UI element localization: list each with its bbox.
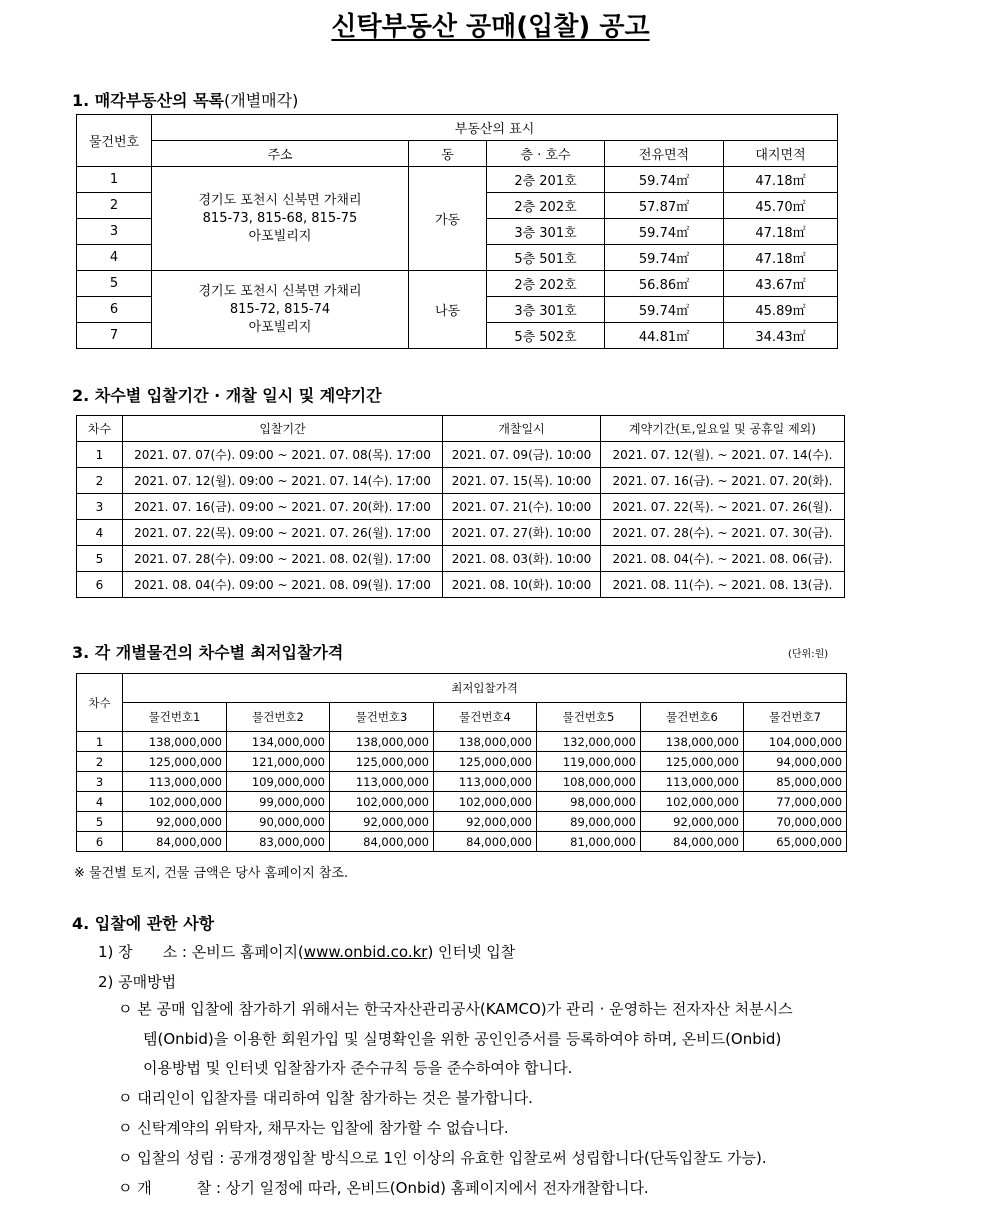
round-cell: 3	[77, 494, 123, 520]
round-cell: 5	[77, 812, 123, 832]
price-cell: 84,000,000	[330, 832, 434, 852]
section1-heading: 1. 매각부동산의 목록(개별매각)	[72, 91, 299, 110]
item-no-cell: 5	[77, 271, 152, 297]
address-line: 아포빌리지	[248, 319, 312, 335]
exclusive-area-cell: 44.81㎡	[605, 323, 724, 349]
section3-heading: 3. 각 개별물건의 차수별 최저입찰가격	[72, 643, 344, 662]
unit-cell: 3층 301호	[487, 297, 605, 323]
header-exclusive-area: 전유면적	[605, 141, 724, 167]
table-row	[77, 832, 847, 852]
price-cell: 119,000,000	[537, 752, 641, 772]
unit-label: (단위:원)	[788, 649, 829, 660]
price-cell: 92,000,000	[641, 812, 744, 832]
exclusive-area-cell: 59.74㎡	[605, 297, 724, 323]
address-cell	[152, 271, 409, 349]
table-row	[77, 271, 838, 297]
price-cell: 92,000,000	[434, 812, 537, 832]
bullet-line-7: ㅇ 개 찰 : 상기 일정에 따라, 온비드(Onbid) 홈페이지에서 전자개찰합니다.	[118, 1179, 649, 1197]
table-row	[77, 792, 847, 812]
item-no-cell: 6	[77, 297, 152, 323]
round-cell: 4	[77, 792, 123, 812]
price-cell: 138,000,000	[434, 732, 537, 752]
onbid-link[interactable]: www.onbid.co.kr	[303, 943, 428, 961]
exclusive-area-cell: 59.74㎡	[605, 219, 724, 245]
price-cell: 98,000,000	[537, 792, 641, 812]
table-row	[77, 494, 845, 520]
price-cell: 92,000,000	[123, 812, 227, 832]
table-row	[77, 442, 845, 468]
header-item-6: 물건번호6	[641, 703, 744, 732]
header-item-4: 물건번호4	[434, 703, 537, 732]
bid-place-line	[98, 941, 515, 962]
item-no-cell: 1	[77, 167, 152, 193]
table-row	[77, 752, 847, 772]
price-cell: 84,000,000	[641, 832, 744, 852]
header-floor-unit: 층 · 호수	[487, 141, 605, 167]
price-cell: 84,000,000	[434, 832, 537, 852]
bid-period-cell: 2021. 07. 22(목). 09:00 ~ 2021. 07. 26(월). 17:00	[123, 520, 443, 546]
unit-cell: 2층 202호	[487, 271, 605, 297]
opening-cell: 2021. 07. 27(화). 10:00	[443, 520, 601, 546]
round-cell: 1	[77, 732, 123, 752]
header-address: 주소	[152, 141, 409, 167]
unit-cell: 5층 502호	[487, 323, 605, 349]
exclusive-area-cell: 59.74㎡	[605, 167, 724, 193]
opening-cell: 2021. 07. 21(수). 10:00	[443, 494, 601, 520]
price-cell: 89,000,000	[537, 812, 641, 832]
table-row	[77, 812, 847, 832]
price-cell: 85,000,000	[744, 772, 847, 792]
header-bid-period: 입찰기간	[123, 416, 443, 442]
land-area-cell: 47.18㎡	[724, 219, 838, 245]
unit-cell: 5층 501호	[487, 245, 605, 271]
bullet-line-4: ㅇ 대리인이 입찰자를 대리하여 입찰 참가하는 것은 불가합니다.	[118, 1089, 533, 1107]
header-item-7: 물건번호7	[744, 703, 847, 732]
schedule-table	[76, 415, 845, 598]
bid-place-label: 1) 장 소 : 온비드 홈페이지(	[98, 943, 304, 961]
bullet-line-6: ㅇ 입찰의 성립 : 공개경쟁입찰 방식으로 1인 이상의 유효한 입찰로써 성립합니다(단독입찰도 가능).	[118, 1149, 767, 1167]
address-line: 경기도 포천시 신북면 가채리	[198, 192, 362, 208]
header-land-area: 대지면적	[724, 141, 838, 167]
item-no-cell: 2	[77, 193, 152, 219]
price-cell: 94,000,000	[744, 752, 847, 772]
table-row	[77, 468, 845, 494]
price-cell: 90,000,000	[227, 812, 330, 832]
price-cell: 125,000,000	[330, 752, 434, 772]
price-cell: 125,000,000	[123, 752, 227, 772]
price-cell: 113,000,000	[641, 772, 744, 792]
header-contract: 계약기간(토,일요일 및 공휴일 제외)	[601, 416, 845, 442]
header-building: 동	[409, 141, 487, 167]
table-row	[77, 546, 845, 572]
round-cell: 5	[77, 546, 123, 572]
item-no-cell: 3	[77, 219, 152, 245]
address-line: 경기도 포천시 신북면 가채리	[198, 283, 362, 299]
round-cell: 2	[77, 468, 123, 494]
table-row	[77, 772, 847, 792]
bid-period-cell: 2021. 07. 12(월). 09:00 ~ 2021. 07. 14(수). 17:00	[123, 468, 443, 494]
price-cell: 138,000,000	[330, 732, 434, 752]
price-cell: 102,000,000	[330, 792, 434, 812]
opening-cell: 2021. 07. 09(금). 10:00	[443, 442, 601, 468]
land-area-cell: 45.70㎡	[724, 193, 838, 219]
round-cell: 1	[77, 442, 123, 468]
land-area-cell: 34.43㎡	[724, 323, 838, 349]
opening-cell: 2021. 07. 15(목). 10:00	[443, 468, 601, 494]
price-cell: 113,000,000	[123, 772, 227, 792]
round-cell: 6	[77, 572, 123, 598]
price-cell: 109,000,000	[227, 772, 330, 792]
header-round: 차수	[77, 416, 123, 442]
header-item-1: 물건번호1	[123, 703, 227, 732]
bid-period-cell: 2021. 07. 28(수). 09:00 ~ 2021. 08. 02(월). 17:00	[123, 546, 443, 572]
method-label: 2) 공매방법	[98, 973, 177, 991]
contract-cell: 2021. 07. 12(월). ~ 2021. 07. 14(수).	[601, 442, 845, 468]
header-item-5: 물건번호5	[537, 703, 641, 732]
price-cell: 134,000,000	[227, 732, 330, 752]
price-cell: 70,000,000	[744, 812, 847, 832]
bid-period-cell: 2021. 08. 04(수). 09:00 ~ 2021. 08. 09(월). 17:00	[123, 572, 443, 598]
price-cell: 84,000,000	[123, 832, 227, 852]
header-item-2: 물건번호2	[227, 703, 330, 732]
price-cell: 138,000,000	[123, 732, 227, 752]
land-area-cell: 45.89㎡	[724, 297, 838, 323]
header-item-3: 물건번호3	[330, 703, 434, 732]
round-cell: 4	[77, 520, 123, 546]
unit-cell: 2층 201호	[487, 167, 605, 193]
land-area-cell: 47.18㎡	[724, 245, 838, 271]
price-cell: 92,000,000	[330, 812, 434, 832]
price-cell: 102,000,000	[123, 792, 227, 812]
bullet-line-1: ㅇ 본 공매 입찰에 참가하기 위해서는 한국자산관리공사(KAMCO)가 관리 · 운영하는 전자자산 처분시스	[118, 1000, 793, 1018]
price-cell: 77,000,000	[744, 792, 847, 812]
header-item-no: 물건번호	[77, 115, 152, 167]
section4-heading: 4. 입찰에 관한 사항	[72, 914, 215, 933]
price-cell: 81,000,000	[537, 832, 641, 852]
header-display: 부동산의 표시	[152, 115, 838, 141]
price-cell: 99,000,000	[227, 792, 330, 812]
item-no-cell: 7	[77, 323, 152, 349]
contract-cell: 2021. 07. 22(목). ~ 2021. 07. 26(월).	[601, 494, 845, 520]
table-row	[77, 572, 845, 598]
item-no-cell: 4	[77, 245, 152, 271]
land-area-cell: 43.67㎡	[724, 271, 838, 297]
price-cell: 65,000,000	[744, 832, 847, 852]
round-cell: 6	[77, 832, 123, 852]
contract-cell: 2021. 07. 16(금). ~ 2021. 07. 20(화).	[601, 468, 845, 494]
land-area-cell: 47.18㎡	[724, 167, 838, 193]
contract-cell: 2021. 08. 11(수). ~ 2021. 08. 13(금).	[601, 572, 845, 598]
price-cell: 104,000,000	[744, 732, 847, 752]
price-cell: 83,000,000	[227, 832, 330, 852]
bullet-line-3: 이용방법 및 인터넷 입찰참가자 준수규칙 등을 준수하여야 합니다.	[143, 1059, 573, 1077]
unit-cell: 2층 202호	[487, 193, 605, 219]
price-cell: 108,000,000	[537, 772, 641, 792]
table-row	[77, 732, 847, 752]
price-cell: 125,000,000	[641, 752, 744, 772]
price-cell: 125,000,000	[434, 752, 537, 772]
building-cell: 나동	[409, 271, 487, 349]
contract-cell: 2021. 07. 28(수). ~ 2021. 07. 30(금).	[601, 520, 845, 546]
price-cell: 102,000,000	[641, 792, 744, 812]
price-cell: 132,000,000	[537, 732, 641, 752]
unit-cell: 3층 301호	[487, 219, 605, 245]
min-price-table	[76, 673, 847, 852]
opening-cell: 2021. 08. 10(화). 10:00	[443, 572, 601, 598]
price-cell: 102,000,000	[434, 792, 537, 812]
section2-heading: 2. 차수별 입찰기간 · 개찰 일시 및 계약기간	[72, 386, 382, 405]
header-min-price: 최저입찰가격	[123, 674, 847, 703]
address-cell	[152, 167, 409, 271]
contract-cell: 2021. 08. 04(수). ~ 2021. 08. 06(금).	[601, 546, 845, 572]
address-line: 815-73, 815-68, 815-75	[202, 210, 358, 226]
round-cell: 2	[77, 752, 123, 772]
address-line: 815-72, 815-74	[229, 301, 331, 317]
bullet-line-5: ㅇ 신탁계약의 위탁자, 채무자는 입찰에 참가할 수 없습니다.	[118, 1119, 509, 1137]
price-cell: 121,000,000	[227, 752, 330, 772]
building-cell: 가동	[409, 167, 487, 271]
table-row	[77, 520, 845, 546]
opening-cell: 2021. 08. 03(화). 10:00	[443, 546, 601, 572]
price-cell: 113,000,000	[434, 772, 537, 792]
bid-place-suffix: ) 인터넷 입찰	[427, 943, 516, 961]
price-cell: 138,000,000	[641, 732, 744, 752]
price-note: ※ 물건별 토지, 건물 금액은 당사 홈페이지 참조.	[74, 866, 349, 881]
exclusive-area-cell: 59.74㎡	[605, 245, 724, 271]
price-cell: 113,000,000	[330, 772, 434, 792]
header-round-price: 차수	[77, 674, 123, 732]
address-line: 아포빌리지	[248, 228, 312, 244]
bid-period-cell: 2021. 07. 07(수). 09:00 ~ 2021. 07. 08(목). 17:00	[123, 442, 443, 468]
page-title: 신탁부동산 공매(입찰) 공고	[331, 12, 650, 42]
header-opening: 개찰일시	[443, 416, 601, 442]
bullet-line-2: 템(Onbid)을 이용한 회원가입 및 실명확인을 위한 공인인증서를 등록하여야 하며, 온비드(Onbid)	[143, 1030, 782, 1048]
property-list-table	[76, 114, 838, 349]
table-row	[77, 167, 838, 193]
round-cell: 3	[77, 772, 123, 792]
bid-period-cell: 2021. 07. 16(금). 09:00 ~ 2021. 07. 20(화). 17:00	[123, 494, 443, 520]
exclusive-area-cell: 56.86㎡	[605, 271, 724, 297]
exclusive-area-cell: 57.87㎡	[605, 193, 724, 219]
